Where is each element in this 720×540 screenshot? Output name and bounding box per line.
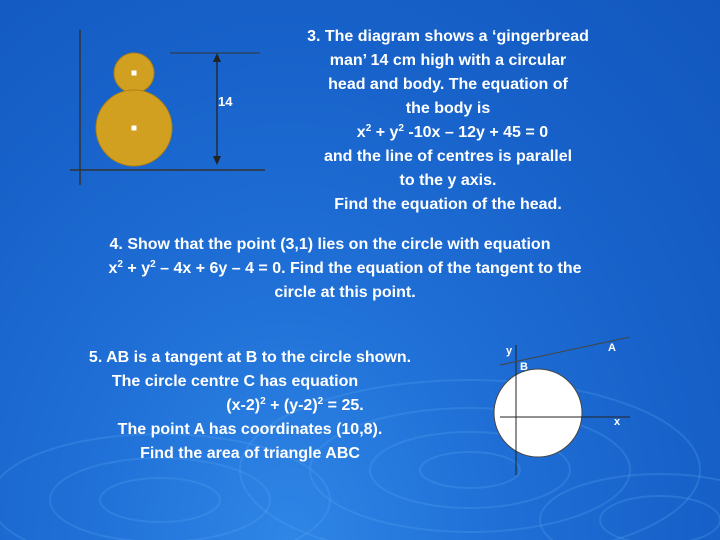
question-4 [40, 233, 650, 305]
q4-equation: $x^2 + y^2 - 4x + 6y - 4 = 0$. Find the equation of the tangent to the [108, 259, 582, 277]
tangent-diagram [480, 335, 640, 485]
body-centre [132, 126, 137, 131]
q3-line-4: the body is [405, 100, 491, 117]
q5-line-5: Find the area of triangle ABC [140, 445, 360, 462]
question-3 [278, 25, 618, 217]
label-x: x [614, 416, 621, 428]
label-y: y [506, 345, 513, 357]
gingerbread-diagram [60, 20, 270, 200]
label-a: A [608, 342, 616, 354]
arrow-head-top [213, 53, 221, 62]
q3-line-1: 3. The diagram shows a ‘gingerbread [307, 28, 589, 45]
arrow-head-bottom [213, 156, 221, 165]
q3-line-7: to the y axis. [399, 172, 497, 189]
q5-line-1: 5. AB is a tangent at B to the circle shown. [88, 349, 412, 366]
q3-line-3: head and body. The equation of [328, 76, 568, 93]
q3-equation: $x^2 + y^2$ -10x – 12y + 45 = 0 [356, 123, 549, 141]
label-b: B [520, 361, 528, 373]
q5-line-2: The circle centre C has equation [111, 373, 359, 390]
q5-equation: $(x-2)^2 + (y-2)^2 = 25$. [226, 396, 364, 414]
q4-line-3: circle at this point. [274, 284, 416, 301]
q3-line-6: and the line of centres is parallel [323, 148, 573, 165]
q4-line-1: 4. Show that the point (3,1) lies on the circle with equation [109, 236, 551, 253]
height-label: 14 [218, 94, 233, 109]
q5-circle [494, 369, 582, 457]
head-centre [132, 71, 137, 76]
q3-line-2: man’ 14 cm high with a circular [329, 52, 567, 69]
q5-line-4: The point A has coordinates (10,8). [117, 421, 383, 438]
q3-line-8: Find the equation of the head. [334, 196, 562, 213]
question-5 [55, 346, 445, 466]
